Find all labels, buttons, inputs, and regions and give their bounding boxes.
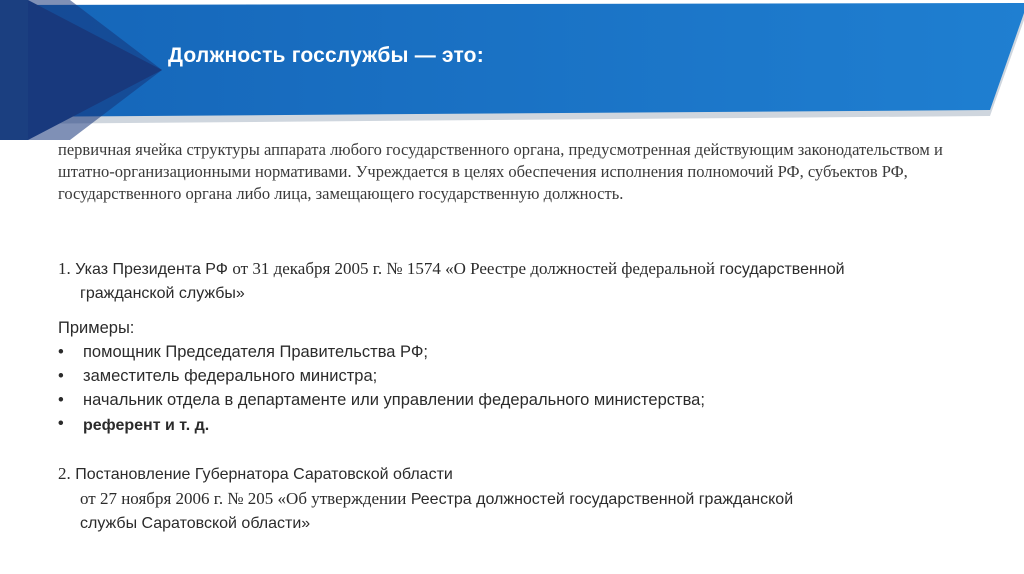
list-item-text: референт и т. д. (83, 417, 210, 434)
examples-heading: Примеры: (58, 319, 135, 337)
list-item-text: заместитель федерального министра; (83, 367, 378, 385)
bullet-icon: • (58, 391, 64, 409)
list-item (58, 364, 998, 388)
reference-1-issuer: Указ Президента РФ (75, 261, 228, 278)
list-item (58, 340, 998, 364)
list-item-text: начальник отдела в департаменте или управлении федерального министерства; (83, 391, 705, 409)
reference-2-issuer: Постановление Губернатора Саратовской области (75, 466, 453, 483)
bullet-icon: • (58, 343, 64, 361)
header-banner (0, 0, 1024, 150)
reference-1-document-end: государственной (719, 261, 845, 278)
list-item-text: помощник Председателя Правительства РФ; (83, 343, 428, 361)
definition-paragraph: первичная ячейка структуры аппарата любого государственного органа, предусмотренная действующим законодательством и штатно-организационными нормативами. Учреждается в целях обеспечения исполнения полномочий РФ, субъектов РФ, государственного органа либо лица, замещающего государственную должность. (58, 140, 943, 203)
reference-2-date: от 27 ноября 2006 г. № 205 «Об утверждении (80, 489, 407, 508)
reference-1-document: от 31 декабря 2005 г. № 1574 «О Реестре должностей федеральной (232, 259, 716, 278)
reference-1-number: 1. (58, 259, 71, 278)
slide-title: Должность госслужбы — это: (168, 44, 484, 67)
examples-block (58, 316, 998, 438)
reference-1-line2: гражданской службы» (80, 285, 245, 302)
reference-2-number: 2. (58, 464, 71, 483)
reference-2-title: Реестра должностей государственной гражданской (410, 491, 794, 508)
examples-list (58, 340, 998, 438)
reference-2-line3: службы Саратовской области» (80, 515, 311, 532)
reference-2 (58, 462, 1008, 536)
list-item (58, 388, 998, 412)
list-item (58, 412, 998, 438)
bullet-icon: • (58, 415, 64, 432)
bullet-icon: • (58, 367, 64, 385)
banner-blue-band (0, 3, 1024, 117)
reference-2-line2 (58, 487, 1008, 512)
reference-1 (58, 257, 1008, 306)
